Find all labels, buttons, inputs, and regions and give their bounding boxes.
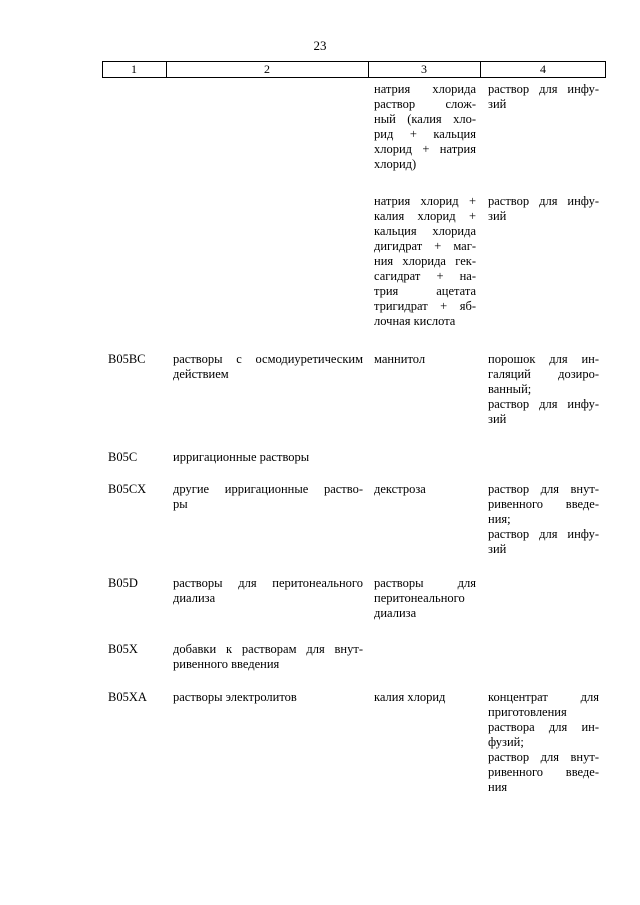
dosage-form-cell	[488, 482, 599, 557]
substance-cell-line: хлорид + натрия	[374, 142, 476, 156]
group-name-cell-line: ирригационные растворы	[173, 450, 310, 464]
dosage-form-cell-line: раствор для внут-	[488, 750, 599, 764]
substance-cell-line: натрия хлорид +	[374, 194, 476, 208]
atc-code-cell: B05C	[108, 450, 138, 464]
substance-cell-line: рид + кальция	[374, 127, 476, 141]
column-number-header	[102, 61, 606, 78]
substance-cell	[374, 194, 476, 329]
substance-cell-line: сагидрат + на-	[374, 269, 476, 283]
dosage-form-cell	[488, 690, 599, 795]
group-name-cell-line: растворы для перитонеального	[173, 576, 363, 590]
group-name-cell-line: добавки к растворам для внут-	[173, 642, 363, 656]
dosage-form-cell-line: порошок для ин-	[488, 352, 599, 366]
column-number-2: 2	[264, 62, 270, 76]
dosage-form-cell-line: галяций дозиро-	[488, 367, 599, 381]
group-name-cell-line: растворы с осмодиуретическим	[173, 352, 363, 366]
dosage-form-cell-line: ривенного введе-	[488, 765, 599, 779]
substance-cell-line: дигидрат + маг-	[374, 239, 476, 253]
group-name-cell	[173, 576, 363, 606]
substance-cell-line: тригидрат + яб-	[374, 299, 476, 313]
group-name-cell-line: действием	[173, 367, 229, 381]
dosage-form-cell-line: концентрат для	[488, 690, 599, 704]
substance-cell-line: лочная кислота	[374, 314, 456, 328]
dosage-form-cell-line: раствор для инфу-	[488, 397, 599, 411]
group-name-cell	[173, 482, 363, 512]
group-name-cell-line: другие ирригационные раство-	[173, 482, 363, 496]
dosage-form-cell-line: ванный;	[488, 382, 532, 396]
group-name-cell	[173, 352, 363, 382]
dosage-form-cell-line: зий	[488, 97, 507, 111]
dosage-form-cell-line: зий	[488, 412, 507, 426]
substance-cell-line: хлорид)	[374, 157, 417, 171]
dosage-form-cell-line: раствор для инфу-	[488, 194, 599, 208]
substance-cell-line: калия хлорид +	[374, 209, 476, 223]
dosage-form-cell-line: зий	[488, 209, 507, 223]
atc-code-cell: B05D	[108, 576, 138, 590]
group-name-cell	[173, 690, 363, 705]
dosage-form-cell-line: ривенного введе-	[488, 497, 599, 511]
substance-cell-line: диализа	[374, 606, 417, 620]
dosage-form-cell-line: приготовления	[488, 705, 567, 719]
substance-cell-line: трия ацетата	[374, 284, 476, 298]
dosage-form-cell-line: ния;	[488, 512, 511, 526]
substance-cell-line: раствор слож-	[374, 97, 476, 111]
substance-cell-line: калия хлорид	[374, 690, 446, 704]
column-number-3: 3	[421, 62, 427, 76]
group-name-cell-line: растворы электролитов	[173, 690, 297, 704]
dosage-form-cell	[488, 352, 599, 427]
page-number: 23	[313, 38, 327, 53]
substance-cell	[374, 690, 476, 705]
dosage-form-cell-line: раствора для ин-	[488, 720, 599, 734]
substance-cell-line: перитонеального	[374, 591, 465, 605]
substance-cell	[374, 576, 476, 621]
dosage-form-cell-line: раствор для внут-	[488, 482, 599, 496]
substance-cell-line: маннитол	[374, 352, 426, 366]
dosage-form-cell-line: раствор для инфу-	[488, 82, 599, 96]
column-number-4: 4	[540, 62, 546, 76]
column-number-1: 1	[131, 62, 137, 76]
substance-cell-line: натрия хлорида	[374, 82, 476, 96]
dosage-form-cell	[488, 82, 599, 112]
dosage-form-cell-line: зий	[488, 542, 507, 556]
group-name-cell-line: диализа	[173, 591, 216, 605]
dosage-form-cell-line: ния	[488, 780, 508, 794]
group-name-cell-line: ривенного введения	[173, 657, 280, 671]
atc-code-cell: B05CX	[108, 482, 147, 496]
atc-code-cell: B05X	[108, 642, 138, 656]
dosage-form-cell-line: раствор для инфу-	[488, 527, 599, 541]
substance-cell	[374, 352, 476, 367]
substance-cell-line: кальция хлорида	[374, 224, 476, 238]
substance-cell-line: ния хлорида гек-	[374, 254, 476, 268]
dosage-form-cell-line: фузий;	[488, 735, 524, 749]
atc-code-cell: B05XA	[108, 690, 147, 704]
group-name-cell	[173, 450, 363, 465]
substance-cell-line: растворы для	[374, 576, 476, 590]
dosage-form-cell	[488, 194, 599, 224]
substance-cell-line: декстроза	[374, 482, 426, 496]
substance-cell-line: ный (калия хло-	[374, 112, 476, 126]
group-name-cell-line: ры	[173, 497, 188, 511]
substance-cell	[374, 82, 476, 172]
atc-code-cell: B05BC	[108, 352, 146, 366]
group-name-cell	[173, 642, 363, 672]
substance-cell	[374, 482, 476, 497]
